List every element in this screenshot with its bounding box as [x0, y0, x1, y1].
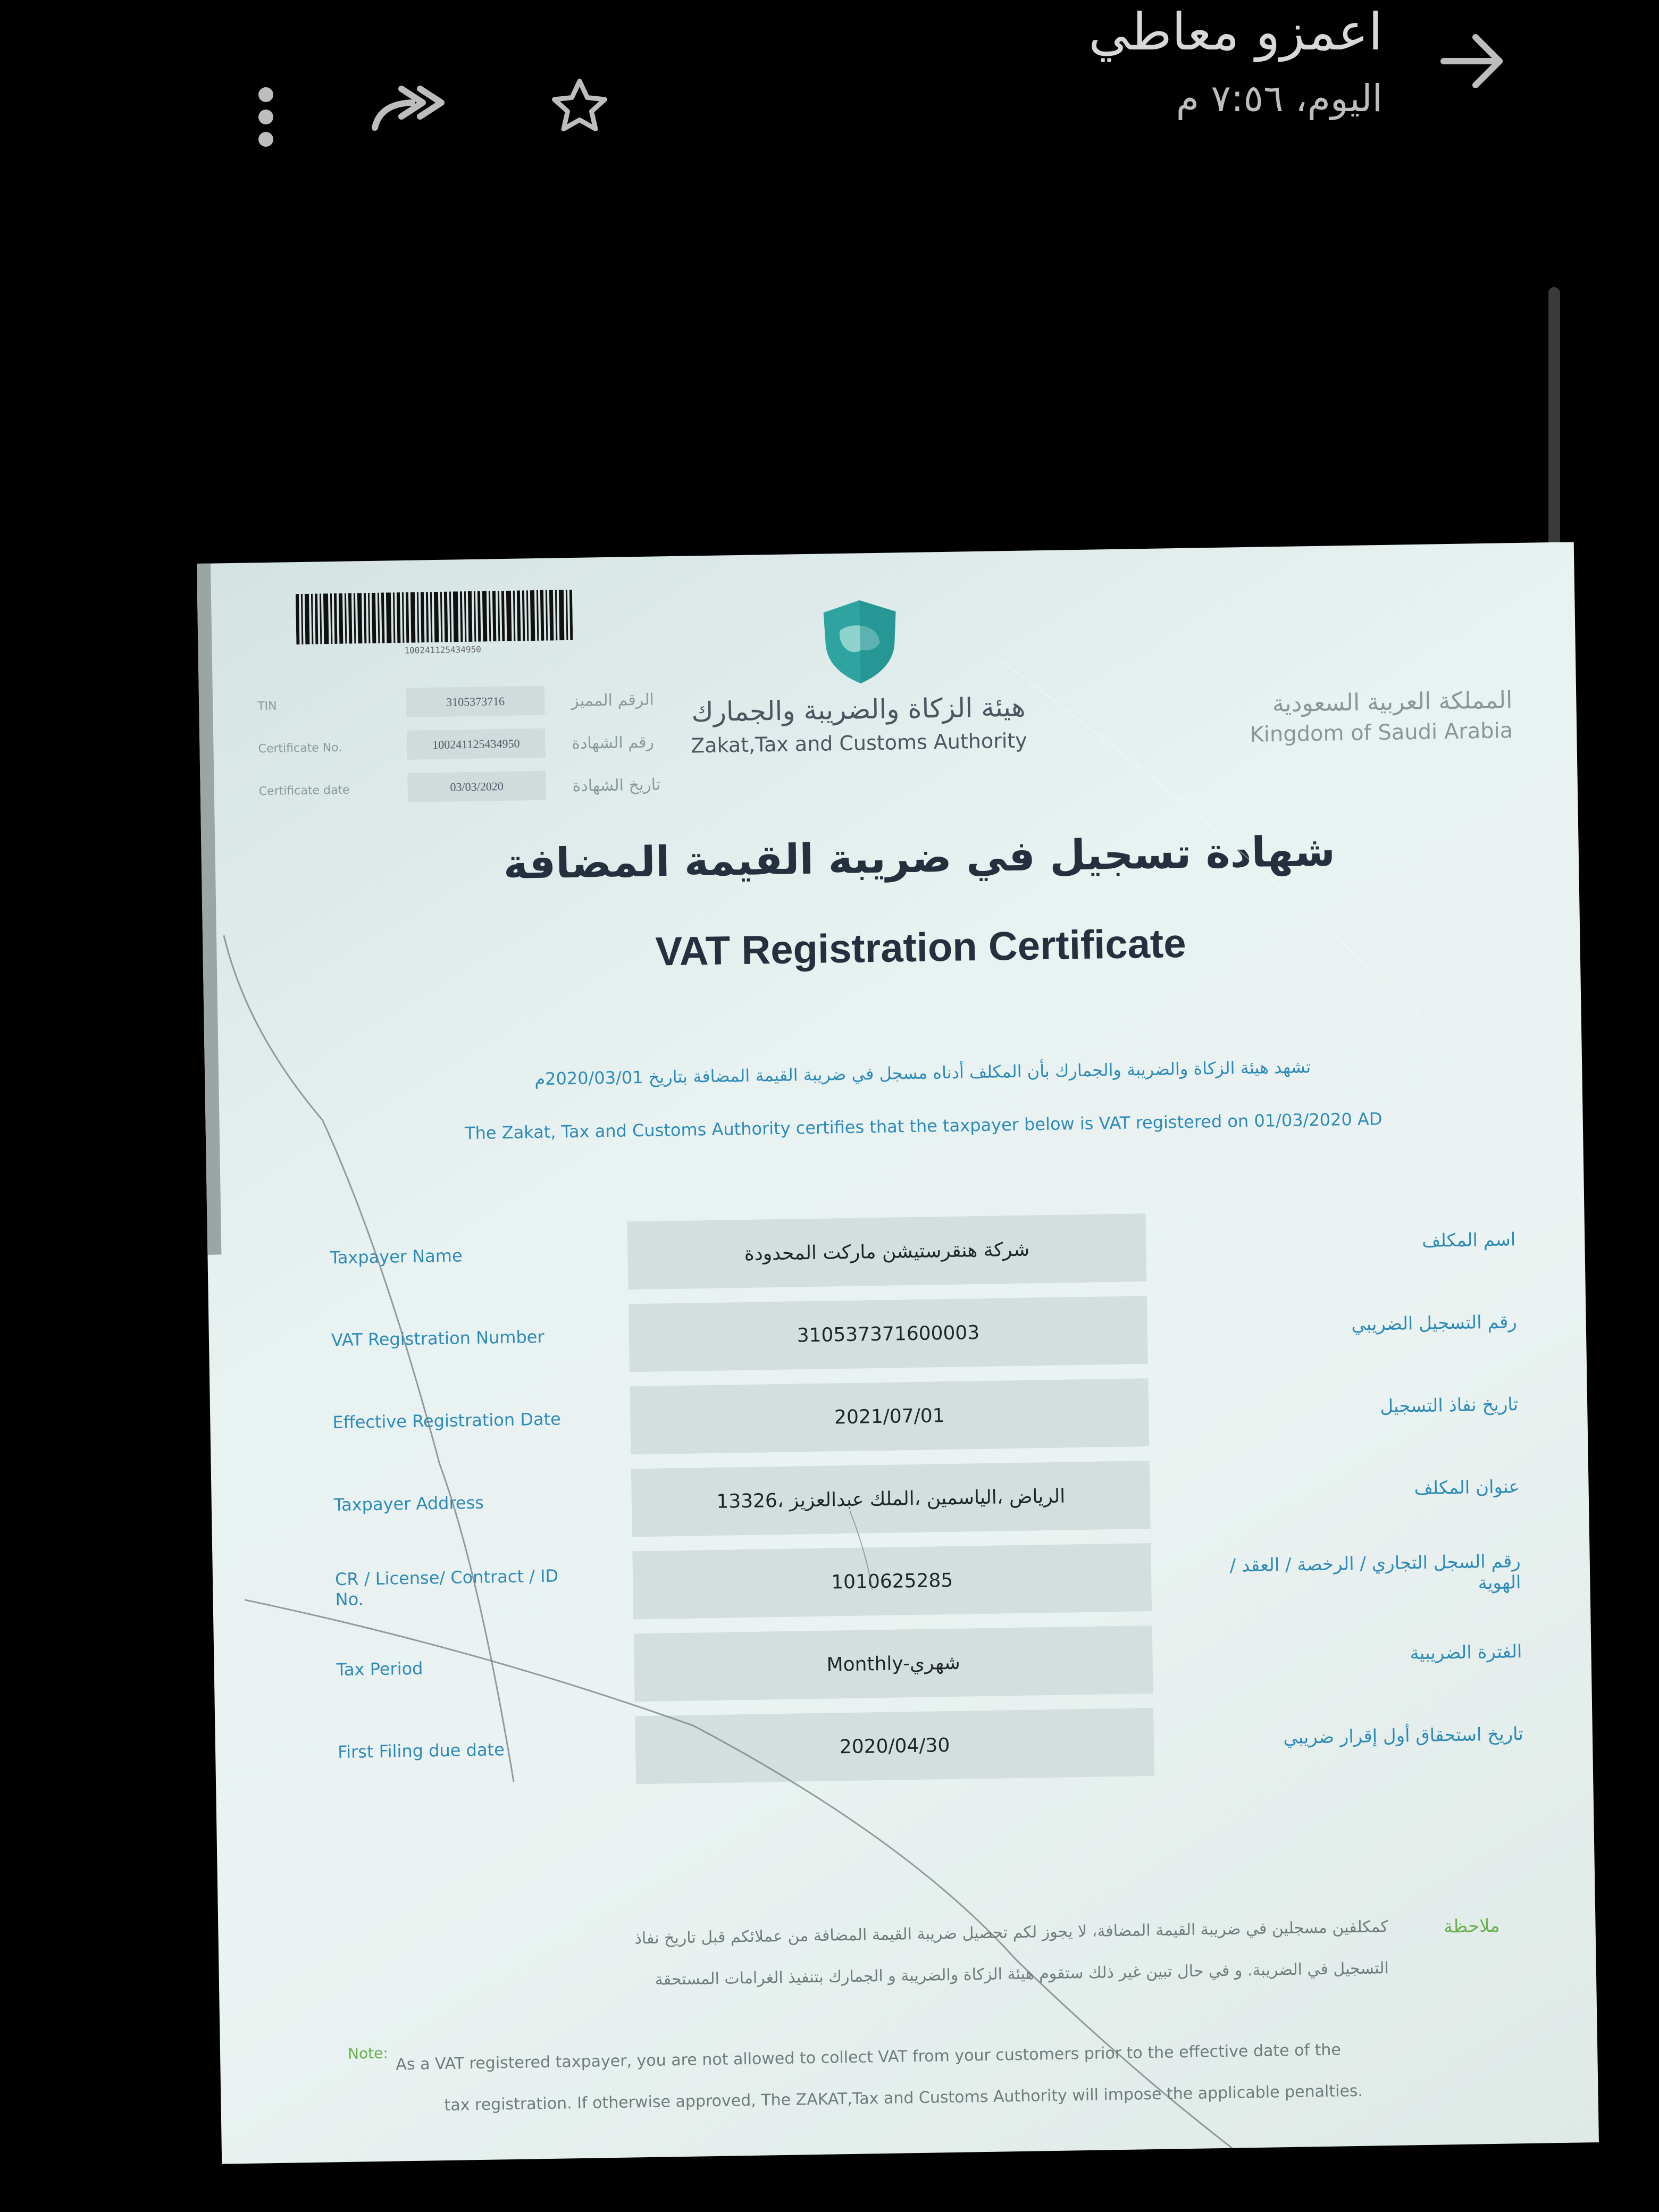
- field-label-ar: عنوان المكلف: [1414, 1476, 1520, 1499]
- field-value: الرياض ،الياسمين ،الملك عبدالعزيز ،13326: [631, 1461, 1151, 1537]
- arrow-right-icon[interactable]: [1425, 21, 1521, 101]
- more-vertical-icon[interactable]: [234, 80, 298, 154]
- kingdom-name-ar: المملكة العربية السعودية: [1272, 686, 1513, 718]
- meta-label-ar: تاريخ الشهادة: [572, 775, 661, 795]
- field-label-en: Tax Period: [336, 1658, 423, 1680]
- field-value: Monthly-شهري: [634, 1626, 1153, 1702]
- meta-value: 3105373716: [406, 686, 545, 717]
- authority-name-ar: هيئة الزكاة والضريبة والجمارك: [691, 691, 1026, 728]
- field-value: 2020/04/30: [635, 1708, 1154, 1784]
- note-ar-line: التسجيل في الضريبة. و في حال تبين غير ذلك ستقوم هيئة الزكاة والضريبة و الجمارك بتنفيذ الغرامات المستحقة: [655, 1959, 1389, 1989]
- meta-label-ar: الرقم المميز: [571, 690, 655, 710]
- field-label-en: First Filing due date: [337, 1739, 505, 1763]
- field-label-ar: الفترة الضريبية: [1410, 1641, 1522, 1664]
- note-label-en: Note:: [347, 2044, 389, 2063]
- field-label-ar: رقم التسجيل الضريبي: [1351, 1311, 1518, 1336]
- field-label-ar: تاريخ نفاذ التسجيل: [1380, 1394, 1519, 1418]
- forward-icon[interactable]: [367, 74, 452, 144]
- certificate-title-en: VAT Registration Certificate: [655, 920, 1187, 975]
- sender-name: اعمزو معاطي: [1088, 2, 1382, 62]
- field-label-en: Taxpayer Address: [333, 1492, 484, 1515]
- field-label-en: VAT Registration Number: [331, 1326, 544, 1351]
- field-label-en: Taxpayer Name: [330, 1245, 463, 1268]
- note-label-ar: ملاحظة: [1443, 1915, 1500, 1938]
- note-ar-line: كمكلفين مسجلين في ضريبة القيمة المضافة، لا يجوز لكم تحصيل ضريبة القيمة المضافة من عملائكم قبل تاريخ نفاذ: [634, 1917, 1388, 1948]
- field-value: 310537371600003: [629, 1296, 1148, 1372]
- message-header: [0, 0, 1659, 175]
- field-label-ar: اسم المكلف: [1421, 1229, 1516, 1252]
- certification-statement-en: The Zakat, Tax and Customs Authority certifies that the taxpayer below is VAT registered on 01/03/2020 AD: [464, 1109, 1382, 1144]
- field-label-en: CR / License/ Contract / ID No.: [334, 1565, 559, 1610]
- kingdom-name-en: Kingdom of Saudi Arabia: [1250, 718, 1513, 747]
- meta-value: 100241125434950: [407, 728, 546, 760]
- meta-label-en: Certificate date: [258, 783, 350, 799]
- note-en-line: As a VAT registered taxpayer, you are not allowed to collect VAT from your customers prior to the effective date of the: [396, 2040, 1342, 2074]
- field-label-ar: تاريخ استحقاق أول إقرار ضريبي: [1283, 1723, 1524, 1749]
- certificate-title-ar: شهادة تسجيل في ضريبة القيمة المضافة: [503, 827, 1336, 889]
- meta-label-ar: رقم الشهادة: [572, 733, 655, 753]
- meta-label-en: Certificate No.: [258, 741, 342, 756]
- note-en-line: tax registration. If otherwise approved, The ZAKAT,Tax and Customs Authority will impose the applicable penalties.: [444, 2081, 1363, 2115]
- field-value: 1010625285: [632, 1543, 1152, 1619]
- certificate-image: [197, 542, 1599, 2164]
- screen-crack: [197, 542, 1599, 2164]
- star-icon[interactable]: [537, 69, 622, 144]
- message-timestamp: اليوم، ٧:٥٦ م: [1176, 77, 1382, 120]
- field-label-ar: رقم السجل التجاري / الرخصة / العقد /الهوية: [1229, 1551, 1521, 1594]
- barcode-number: 100241125434950: [404, 644, 481, 656]
- meta-value: 03/03/2020: [407, 771, 546, 802]
- certification-statement-ar: تشهد هيئة الزكاة والضريبة والجمارك بأن المكلف أدناه مسجل في ضريبة القيمة المضافة بتاريخ 2020/03/01م: [534, 1057, 1311, 1090]
- field-label-en: Effective Registration Date: [332, 1409, 562, 1433]
- meta-label-en: TIN: [257, 699, 277, 714]
- field-value: شركة هنقرستيشن ماركت المحدودة: [627, 1213, 1147, 1289]
- authority-name-en: Zakat,Tax and Customs Authority: [690, 728, 1028, 758]
- field-value: 2021/07/01: [630, 1378, 1149, 1454]
